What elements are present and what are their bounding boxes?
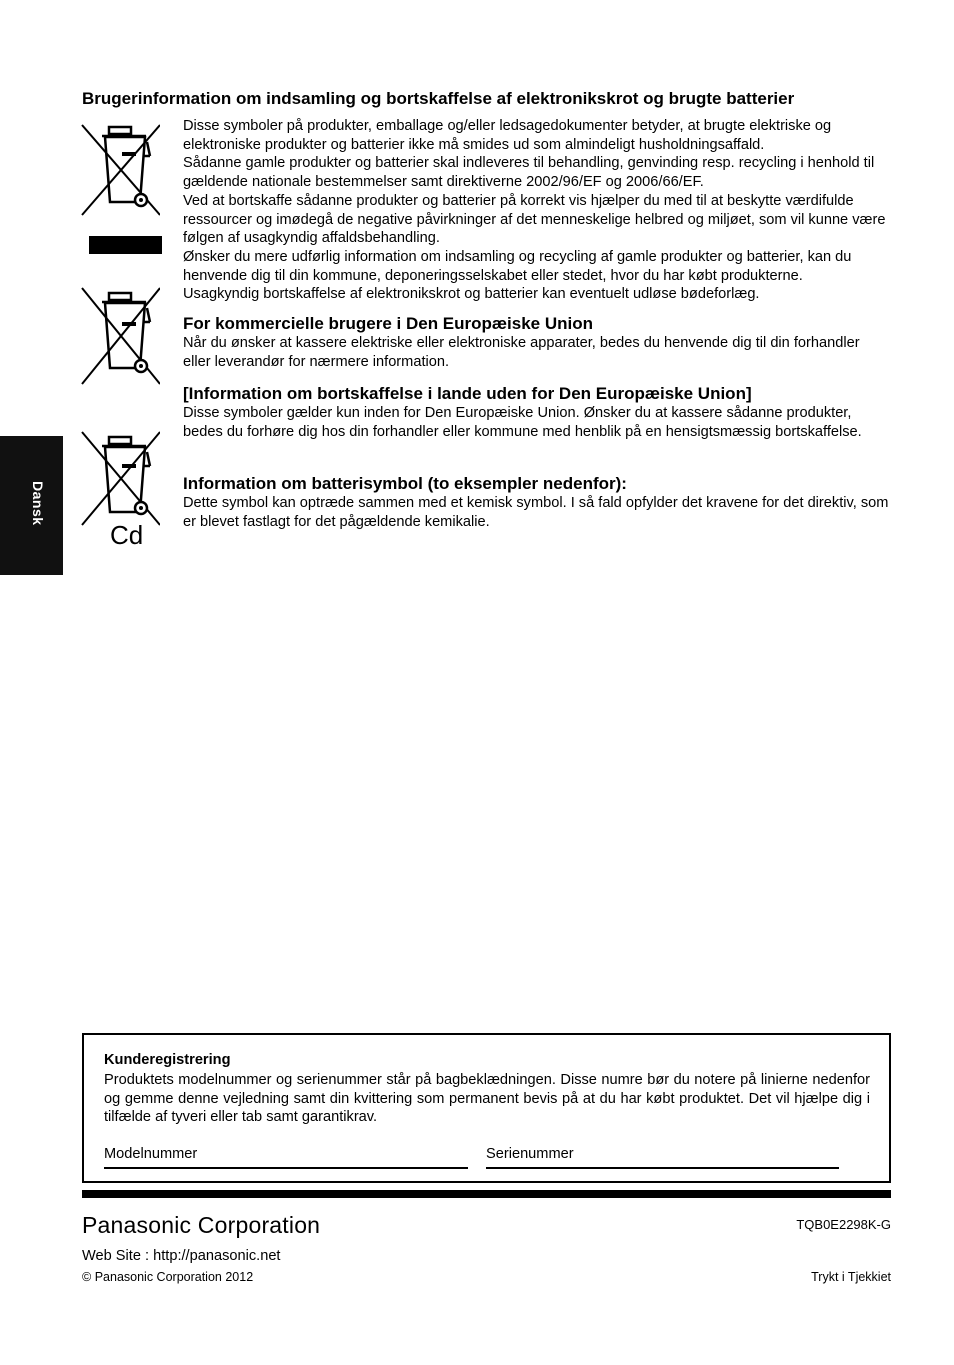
printed-in: Trykt i Tjekkiet (811, 1270, 891, 1284)
registration-title: Kunderegistrering (104, 1052, 231, 1068)
model-number-line[interactable] (104, 1167, 468, 1169)
serial-number-line[interactable] (486, 1167, 839, 1169)
copyright-symbol: © (82, 1270, 92, 1284)
commercial-heading: For kommercielle brugere i Den Europæiske Union (183, 314, 593, 333)
registration-text: Produktets modelnummer og serienummer står på bagbeklædningen. Disse numre bør du notere på linierne nedenfor og gemme denne vejledning samt din kvittering som permanent bevis på at du har købt produktet. Det vil hjælpe dig i tilfælde af tyveri eller tab samt garantikrav. (104, 1072, 870, 1126)
company-name: Panasonic Corporation (82, 1212, 321, 1238)
chemical-symbol-label: Cd (110, 520, 144, 550)
crossed-out-wheelie-bin-icon (80, 430, 160, 530)
outside-eu-heading: [Information om bortskaffelse i lande uden for Den Europæiske Union] (183, 384, 752, 403)
outside-eu-section (183, 383, 891, 441)
language-tab (0, 436, 63, 575)
crossed-out-wheelie-bin-icon (80, 120, 160, 220)
battery-text: Dette symbol kan optræde sammen med et kemisk symbol. I så fald opfylder det kravene for det direktiv, som er blevet fastlagt for det pågældende kemikalie. (183, 495, 889, 530)
document-code: TQB0E2298K-G (796, 1217, 891, 1232)
copyright-text: Panasonic Corporation 2012 (94, 1270, 254, 1284)
outside-eu-text: Disse symboler gælder kun inden for Den Europæiske Union. Ønsker du at kassere sådanne produkter, bedes du forhøre dig hos din forhandler eller kommune med henblik på en hensigtsmæssig bortskaffelse. (183, 405, 862, 440)
intro-paragraph: Usagkyndig bortskaffelse af elektronikskrot og batterier kan eventuelt udløse bødeforlæg. (183, 286, 760, 303)
intro-paragraph: Ved at bortskaffe sådanne produkter og batterier på korrekt vis hjælper du med til at beskytte værdifulde ressourcer og imødegå de negative påvirkninger af det menneskelige helbred og miljøet, som vil kunne være følgen af usagkyndig affaldsbehandling. (183, 192, 886, 247)
intro-text-block (183, 117, 891, 304)
website-text: Web Site : http://panasonic.net (82, 1248, 281, 1264)
main-heading: Brugerinformation om indsamling og bortskaffelse af elektronikskrot og brugte batterier (82, 89, 795, 108)
copyright (82, 1270, 253, 1284)
language-tab-label: Dansk (30, 481, 46, 526)
battery-heading: Information om batterisymbol (to eksempler nedenfor): (183, 474, 627, 493)
intro-paragraph: Sådanne gamle produkter og batterier skal indleveres til behandling, genvinding resp. recycling i henhold til gældende nationale bestemmelser samt direktiverne 2002/96/EF og 2006/66/EF. (183, 155, 875, 191)
serial-number-label: Serienummer (486, 1146, 574, 1162)
intro-paragraph: Ønsker du mere udførlig information om indsamling og recycling af gamle produkter og batterier, kan du henvende dig til din kommune, deponeringsselskabet eller stedet, hvor du har købt produkterne. (183, 248, 852, 284)
battery-section (183, 473, 891, 531)
footer-rule (82, 1190, 891, 1198)
commercial-section (183, 313, 891, 371)
model-number-label: Modelnummer (104, 1146, 198, 1162)
intro-paragraph: Disse symboler på produkter, emballage og/eller ledsagedokumenter betyder, at brugte elektriske og elektroniske produkter og batterier ikke må smides ud som almindeligt husholdningsaffald. (183, 118, 832, 153)
commercial-text: Når du ønsker at kassere elektriske eller elektroniske apparater, bedes du henvende dig til din forhandler eller leverandør for nærmere information. (183, 335, 860, 370)
crossed-out-wheelie-bin-icon (80, 286, 160, 386)
separate-collection-bar (89, 236, 162, 254)
registration-box (82, 1033, 891, 1183)
